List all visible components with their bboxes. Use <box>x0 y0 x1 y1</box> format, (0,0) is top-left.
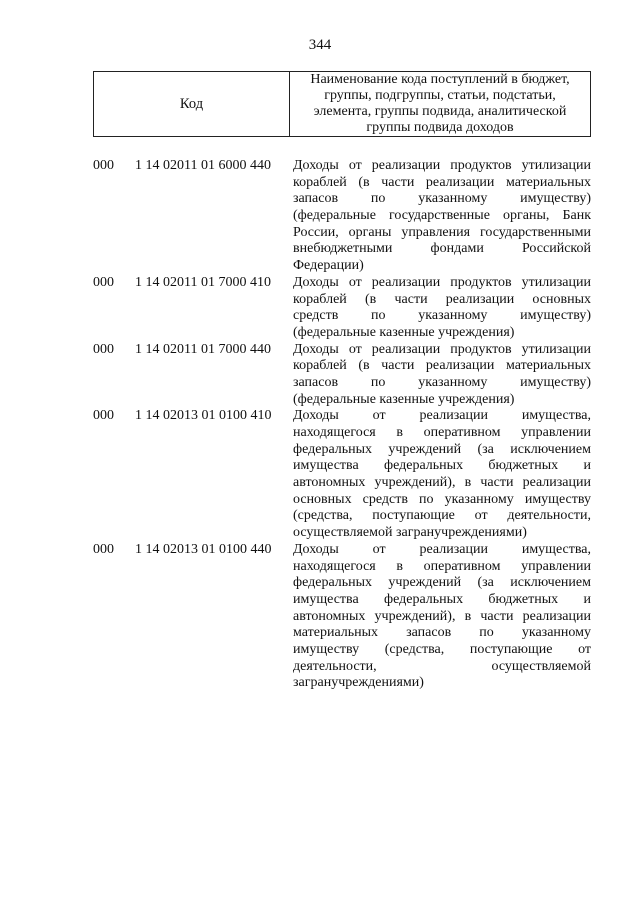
description-line: (федеральные государственные органы, Банк <box>293 208 591 224</box>
row-group-code: 000 <box>93 158 114 173</box>
description-line: запасов по указанному имуществу) <box>293 374 591 390</box>
description-line: Доходы от реализации продуктов утилизации <box>293 158 591 173</box>
table-header <box>93 71 591 137</box>
row-group-code: 000 <box>93 274 114 290</box>
description-line: основных средств по указанному имуществу <box>293 491 591 507</box>
row-group-code: 000 <box>93 408 114 424</box>
description-line: Доходы от реализации имущества, <box>293 408 591 424</box>
description-line: кораблей (в части реализации материальных <box>293 174 591 190</box>
description-line: (федеральные казенные учреждения) <box>293 391 515 407</box>
description-line: России, органы управления государственными <box>293 224 591 240</box>
description-line: внебюджетными фондами Российской <box>293 241 591 257</box>
description-line: материальных запасов по указанному <box>293 625 591 641</box>
table-row <box>93 342 591 409</box>
description-line: средств по указанному имуществу) <box>293 308 591 324</box>
description-line: осуществляемой загранучреждениями) <box>293 525 527 541</box>
row-group-code: 000 <box>93 541 114 557</box>
description-line: федеральных учреждений (за исключением <box>293 575 591 591</box>
row-description <box>293 408 591 542</box>
description-line: деятельности, осуществляемой <box>293 658 591 674</box>
header-code-cell: Код <box>94 72 290 136</box>
description-line: имуществу (средства, поступающие от <box>293 641 591 657</box>
description-line: Доходы от реализации имущества, <box>293 541 591 557</box>
description-line: запасов по указанному имуществу) <box>293 191 591 207</box>
row-description <box>293 542 591 692</box>
row-classification-code: 1 14 02013 01 0100 410 <box>135 408 272 424</box>
description-line: имущества федеральных бюджетных и <box>293 591 591 607</box>
table-body <box>93 158 591 692</box>
description-line: находящегося в оперативном управлении <box>293 558 591 574</box>
table-row <box>93 408 591 542</box>
row-classification-code: 1 14 02011 01 7000 440 <box>135 341 271 357</box>
row-classification-code: 1 14 02011 01 7000 410 <box>135 274 271 290</box>
description-line: Федерации) <box>293 258 364 274</box>
description-line: загранучреждениями) <box>293 675 424 691</box>
description-line: федеральных учреждений (за исключением <box>293 441 591 457</box>
row-classification-code: 1 14 02013 01 0100 440 <box>135 541 272 557</box>
page-number: 344 <box>308 37 332 53</box>
description-line: находящегося в оперативном управлении <box>293 425 591 440</box>
description-line: кораблей (в части реализации материальных <box>293 358 591 374</box>
row-group-code: 000 <box>93 341 114 357</box>
description-line: Доходы от реализации продуктов утилизации <box>293 274 591 290</box>
table-row <box>93 275 591 342</box>
row-description <box>293 158 591 275</box>
row-description <box>293 275 591 342</box>
table-row <box>93 542 591 692</box>
description-line: автономных учреждений), в части реализации <box>293 608 591 624</box>
row-classification-code: 1 14 02011 01 6000 440 <box>135 158 271 173</box>
table-row <box>93 158 591 275</box>
description-line: (федеральные казенные учреждения) <box>293 324 515 340</box>
description-line: (средства, поступающие от деятельности, <box>293 508 591 524</box>
header-name-cell: Наименование кода поступлений в бюджет, группы, подгруппы, статьи, подстатьи, элемента, группы подвида, аналитической группы подвида доходов <box>310 72 570 135</box>
description-line: автономных учреждений), в части реализации <box>293 475 591 491</box>
description-line: Доходы от реализации продуктов утилизации <box>293 341 591 357</box>
row-description <box>293 342 591 409</box>
description-line: кораблей (в части реализации основных <box>293 291 591 307</box>
description-line: имущества федеральных бюджетных и <box>293 458 591 474</box>
